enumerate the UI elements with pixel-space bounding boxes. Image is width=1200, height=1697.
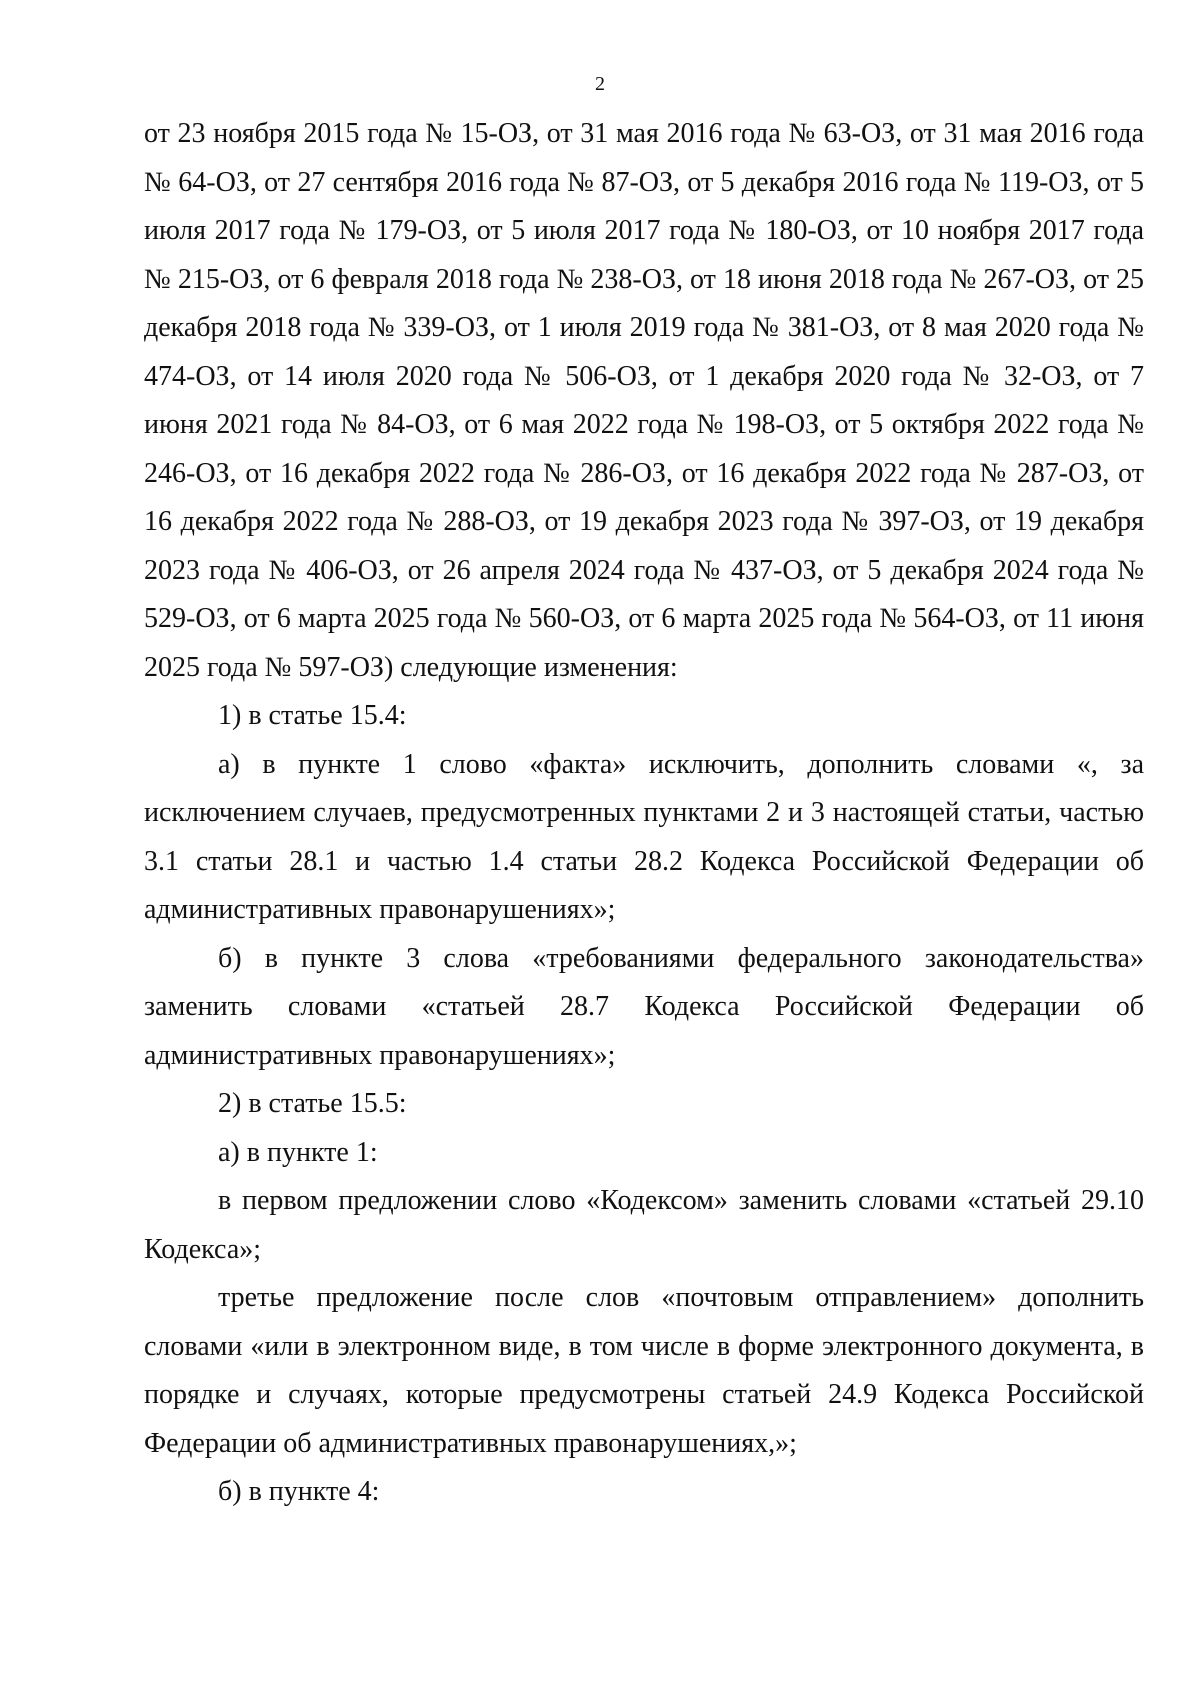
paragraph-amendment-list: от 23 ноября 2015 года № 15-ОЗ, от 31 мая 2016 года № 63-ОЗ, от 31 мая 2016 года № 64-ОЗ, от 27 сентября 2016 года № 87-ОЗ, от 5 декабря 2016 года № 119-ОЗ, от 5 июля 2017 года № 179-ОЗ, от 5 июля 2017 года № 180-ОЗ, от 10 ноября 2017 года № 215-ОЗ, от 6 февраля 2018 года № 238-ОЗ, от 18 июня 2018 года № 267-ОЗ, от 25 декабря 2018 года № 339-ОЗ, от 1 июля 2019 года № 381-ОЗ, от 8 мая 2020 года № 474-ОЗ, от 14 июля 2020 года № 506-ОЗ, от 1 декабря 2020 года № 32-ОЗ, от 7 июня 2021 года № 84-ОЗ, от 6 мая 2022 года № 198-ОЗ, от 5 октября 2022 года № 246-ОЗ, от 16 декабря 2022 года № 286-ОЗ, от 16 декабря 2022 года № 287-ОЗ, от 16 декабря 2022 года № 288-ОЗ, от 19 декабря 2023 года № 397-ОЗ, от 19 декабря 2023 года № 406-ОЗ, от 26 апреля 2024 года № 437-ОЗ, от 5 декабря 2024 года № 529-ОЗ, от 6 марта 2025 года № 560-ОЗ, от 6 марта 2025 года № 564-ОЗ, от 11 июня 2025 года № 597-ОЗ) следующие изменения: <box>144 118 1144 683</box>
page-number: 2 <box>595 73 605 95</box>
paragraph-item-1b: б) в пункте 3 слова «требованиями федерального законодательства» заменить словами «статьей 28.7 Кодекса Российской Федерации об административных правонарушениях»; <box>144 942 1144 1071</box>
paragraph-third-sentence: третье предложение после слов «почтовым отправлением» дополнить словами «или в электронном виде, в том числе в форме электронного документа, в порядке и случаях, которые предусмотрены статьей 24.9 Кодекса Российской Федерации об административных правонарушениях,»; <box>144 1282 1144 1459</box>
paragraph-item-2b: б) в пункте 4: <box>218 1476 380 1507</box>
document-body <box>144 110 1144 1517</box>
paragraph-item-1: 1) в статье 15.4: <box>218 700 407 731</box>
paragraph-item-2a: а) в пункте 1: <box>218 1136 378 1168</box>
paragraph-item-2: 2) в статье 15.5: <box>218 1088 407 1119</box>
paragraph-first-sentence: в первом предложении слово «Кодексом» заменить словами «статьей 29.10 Кодекса»; <box>144 1185 1144 1265</box>
paragraph-item-1a: а) в пункте 1 слово «факта» исключить, дополнить словами «, за исключением случаев, предусмотренных пунктами 2 и 3 настоящей статьи, частью 3.1 статьи 28.1 и частью 1.4 статьи 28.2 Кодекса Российской Федерации об административных правонарушениях»; <box>144 748 1144 925</box>
